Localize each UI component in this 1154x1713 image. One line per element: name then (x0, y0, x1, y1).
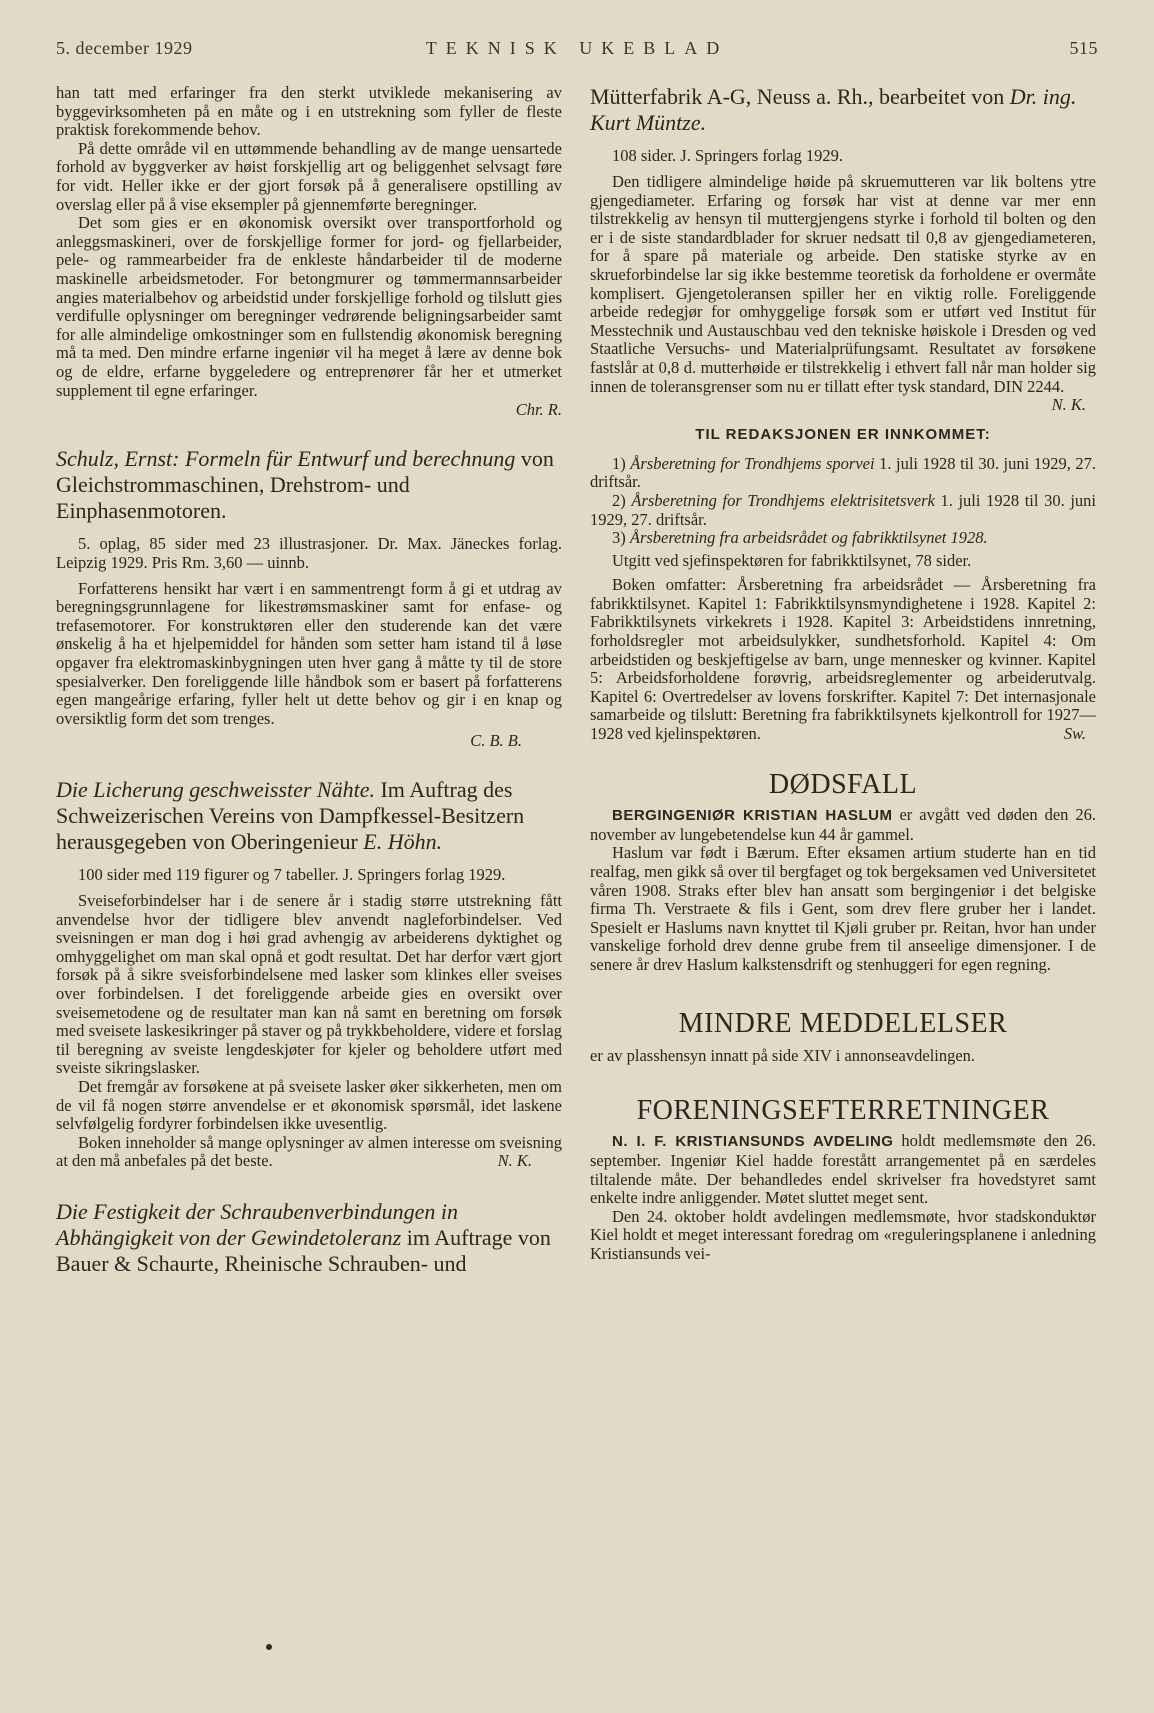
book-title-rest: im Auftrage von Bauer & Schaurte, Rheinische Schrauben- und (56, 1224, 551, 1276)
item-title: Årsberetning fra arbeidsrådet og fabrikktilsynet 1928. (629, 528, 988, 548)
paragraph-text: Boken inneholder så mange oplysninger av almen interesse om sveisning at den må anbefales på det beste. (56, 1132, 562, 1171)
item-detail: 1. juli 1928 til 30. juni 1929, 27. driftsår. (590, 490, 1096, 529)
paragraph: Det som gies er en økonomisk oversikt over transportforhold og anleggsmaskineri, over de forskjellige former for jord- og fjellarbeider, pele- og rammearbeider fra de enkleste håndarbeider til de moderne maskinelle arbeidsmetoder. For betongmurer og tømmermannsarbeider angies materialbehov og arbeidstid under forskjellige forhold og tilslutt gies verdifulle oplysninger om beregninger vedrørende beligningsarbeider samt for alle almindelige omkostninger som en fullstendig økonomisk beregning må ta med. Den mindre erfarne ingeniør vil ha meget å lære av denne bok og de eldre, erfarne byggeledere og entreprenører får her et utmerket supplement til egne erfaringer. (56, 213, 562, 400)
obituary-section (590, 768, 1096, 975)
page-header (56, 38, 1098, 68)
right-column (590, 84, 1096, 1264)
book-title (56, 446, 562, 524)
list-item-sub: Utgitt ved sjefinspektøren for fabrikktilsynet, 78 sider. (612, 550, 972, 570)
book-title-rest: Mütterfabrik A-G, Neuss a. Rh., bearbeitet von (590, 84, 1010, 109)
book-title (590, 84, 1096, 136)
paragraph-text: holdt medlemsmøte den 26. september. Ingeniør Kiel hadde forestått arrangementet på en særdeles tiltalende måte. Der behandledes endel skrivelser fra hovedstyret samt enkelte indre anliggender. Møtet sluttet meget sent. (590, 1131, 1096, 1208)
paragraph: Den 24. oktober holdt avdelingen medlemsmøte, hvor stadskonduktør Kiel holdt et meget interessant foredrag om «reguleringsplanene i anledning Kristiansunds vei- (590, 1206, 1096, 1263)
list-item (590, 455, 1096, 492)
item-number: 1) (612, 453, 626, 473)
paragraph-text: Boken omfatter: Årsberetning fra arbeidsrådet — Årsberetning fra fabrikktilsynet. Kapitel 1: Fabrikktilsynsmyndighetene i 1928. Kapitel 2: Fabrikktilsynets virkekrets i 1928. Kapitel 3: Arbeidstidens innretning, forholdsregler mot arbeidsulykker, sundhetsforhold. Kapitel 4: Om arbeidstiden og beskjeftigelse av barn, unge mennesker og kvinner. Kapitel 5: Arbeidsforholdene forøvrig, arbeidsreglementer og arbeiderutvalg. Kapitel 6: Overtredelser av lovens forskrifter. Kapitel 7: Det internasjonale samarbeide og tilslutt: Beretning fra fabrikktilsynets kjelkontroll for 1927—1928 ved kjelinspektøren. (590, 575, 1096, 744)
book-meta: 100 sider med 119 figurer og 7 tabeller. J. Springers forlag 1929. (78, 865, 506, 885)
review-signature: Chr. R. (515, 400, 562, 420)
book-title (56, 777, 562, 855)
review-hohn (56, 777, 562, 1171)
review-signature: Sw. (1063, 724, 1086, 744)
review-schulz (56, 446, 562, 751)
paragraph (590, 172, 1096, 415)
item-number: 3) (612, 528, 626, 548)
journal-title: TEKNISK UKEBLAD (425, 38, 729, 58)
item-title: Årsberetning for Trondhjems elektrisitetsverk (631, 490, 935, 510)
list-item (590, 529, 1096, 548)
book-title-italic: Die Festigkeit der Schraubenverbindungen in Abhängigkeit von der Gewindetoleranz (56, 1198, 459, 1250)
item-title: Årsberetning for Trondhjems sporvei (630, 453, 875, 473)
associations-section (590, 1094, 1096, 1264)
review-signature: C. B. B. (470, 731, 522, 751)
review-construction-machinery (56, 84, 562, 420)
review-signature: N. K. (1051, 395, 1086, 415)
minor-notes-section (590, 1007, 1096, 1066)
book-meta: 108 sider. J. Springers forlag 1929. (612, 146, 843, 165)
issue-date: 5. december 1929 (56, 38, 193, 58)
review-schrauben-start (56, 1199, 562, 1277)
paragraph: er av plasshensyn innatt på side XIV i annonseavdelingen. (590, 1046, 976, 1066)
paragraph (56, 1134, 562, 1171)
list-item (590, 492, 1096, 529)
person-name: BERGINGENIØR KRISTIAN HASLUM (612, 807, 893, 825)
organization-name: N. I. F. KRISTIANSUNDS AVDELING (612, 1133, 894, 1151)
paragraph: Sveiseforbindelser har i de senere år i stadig større utstrekning fått anvendelse hvor der tidligere blev anvendt nagleforbindelser. Ved sveisningen er man dog i høi grad avhengig av arbeiderens dyktighet og omhyggelighet om man skal opnå et godt resultat. Det har derfor vært gjort forsøk på å sikre sveisforbindelsene med lasker som klinkes eller sveises over forbindelsen. I det foreliggende arbeide gies en oversikt over sveisemetodene og de resultater man kan nå samt en beretning om forsøk med sveisete laskesikringer på staver og på trykkbeholdere, videre et forslag til beregning av sveiste lengdeskjøter for kjeler og beholdere utført med sveiste sikringslasker. (56, 891, 562, 1078)
book-meta: 5. oplag, 85 sider med 23 illustrasjoner. Dr. Max. Jäneckes forlag. Leipzig 1929. Pris Rm. 3,60 — uinnb. (56, 533, 562, 572)
received-publications (590, 426, 1096, 744)
page-number: 515 (1069, 38, 1098, 58)
ink-dot-mark (266, 1644, 272, 1650)
section-heading: MINDRE MEDDELELSER (678, 1007, 1008, 1039)
book-author: E. Höhn. (363, 829, 443, 855)
section-heading: FORENINGSEFTERRETNINGER (636, 1094, 1050, 1126)
book-title (56, 1199, 562, 1277)
section-heading: DØDSFALL (768, 768, 918, 800)
section-heading: TIL REDAKSJONEN ER INNKOMMET: (695, 426, 991, 444)
paragraph (590, 806, 1096, 844)
paragraph: Haslum var født i Bærum. Efter eksamen artium studerte han en tid realfag, men gikk så over til bergfaget og tok bergeksamen ved Universitetet våren 1908. Straks efter blev han ansatt som bergingeniør i det belgiske firma Th. Verstraete & fils i Gent, som drev flere gruber her i landet. Spesielt er Haslums navn knyttet til Kjøli gruber pr. Reitan, hvor han under vanskelige forhold drev denne grube frem til anseelige dimensjoner. I de senere år drev Haslum kalkstensdrift og stenhuggeri for egen regning. (590, 843, 1096, 974)
paragraph: han tatt med erfaringer fra den sterkt utviklede mekanisering av byggevirksomheten på en måte og i en utstrekning som fyller de fleste praktisk forekommende behov. (56, 83, 562, 140)
paragraph-text: er avgått ved døden den 26. november av lungebetendelse kun 44 år gammel. (590, 805, 1096, 844)
paragraph: Forfatterens hensikt har vært i en sammentrengt form å gi et utdrag av beregningsgrunnlagene for likestrømsmaskiner samt for enfase- og trefasemotorer. For konstruktøren eller den studerende kan det være ønskelig å ha et hjelpemiddel for hånden som setter ham istand til å løse opgaver fra elektromaskinbygningen uten hver gang å måtte ty til de store spesialverker. Den foreliggende lille håndbok som er basert på forfatterens egen mangeårige erfaring, fyller helt ut dette behov og gir i en knap og oversiktlig form det som trenges. (56, 578, 562, 728)
book-title-rest: von Gleichstrommaschinen, Drehstrom- und Einphasenmotoren. (56, 445, 554, 523)
item-detail: 1. juli 1928 til 30. juni 1929, 27. driftsår. (590, 453, 1096, 492)
book-title-italic: Schulz, Ernst: Formeln für Entwurf und berechnung (56, 445, 516, 471)
paragraph (590, 576, 1096, 743)
book-title-rest: Im Auftrag des Schweizerischen Vereins von Dampfkessel-Besitzern herausgegeben von Oberingenieur (56, 777, 525, 855)
paragraph: På dette område vil en uttømmende behandling av de mange uensartede forhold av byggverker av høist forskjellig art og beliggenhet selvsagt føre for vidt. Heller ikke er der gjort forsøk på å generalisere opstilling av overslag eller på å vise eksempler på gjennemførte beregninger. (56, 138, 562, 214)
left-column (56, 84, 562, 1277)
review-schrauben-cont (590, 84, 1096, 415)
paragraph-text: Den tidligere almindelige høide på skruemutteren var lik boltens ytre gjengediameter. Erfaring og forsøk har vist at denne var mer enn tilstrekkelig av hensyn til muttergjengens styrke i forhold til bolten og den er i de siste standardblader for skruer nedsatt til 0,8 av gjengediameteren, for å spare på materiale og arbeide. Den statiske styrke av en skrueforbindelse lar sig ikke bestemme teoretisk da forholdene er overmåte komplisert. Gjengetoleransen spiller her en viktig rolle. Foreliggende arbeide redegjør for omhyggelige forsøk som er utført ved Institut für Messtechnik und Austauschbau ved den tekniske høiskole i Dresden og ved Staatliche Versuchs- und Materialprüfungsamt. Resultatet av forsøkene fastslår at 0,8 d. mutterhøide er tilstrekkelig i ethvert fall når man holder sig innen de toleransgrenser som nu er tillatt efter tysk standard, DIN 2244. (590, 172, 1096, 396)
book-author: Dr. ing. Kurt Müntze. (590, 84, 1077, 135)
paragraph: Det fremgår av forsøkene at på sveisete lasker øker sikkerheten, men om de vil få nogen større anvendelse er et økonomisk spørsmål, idet laskene selvfølgelig fordyrer forbindelsen ikke uvesentlig. (56, 1076, 562, 1134)
item-number: 2) (612, 490, 626, 510)
review-signature: N. K. (497, 1151, 532, 1171)
book-title-italic: Die Licherung geschweisster Nähte. (56, 777, 375, 803)
paragraph (590, 1132, 1096, 1207)
